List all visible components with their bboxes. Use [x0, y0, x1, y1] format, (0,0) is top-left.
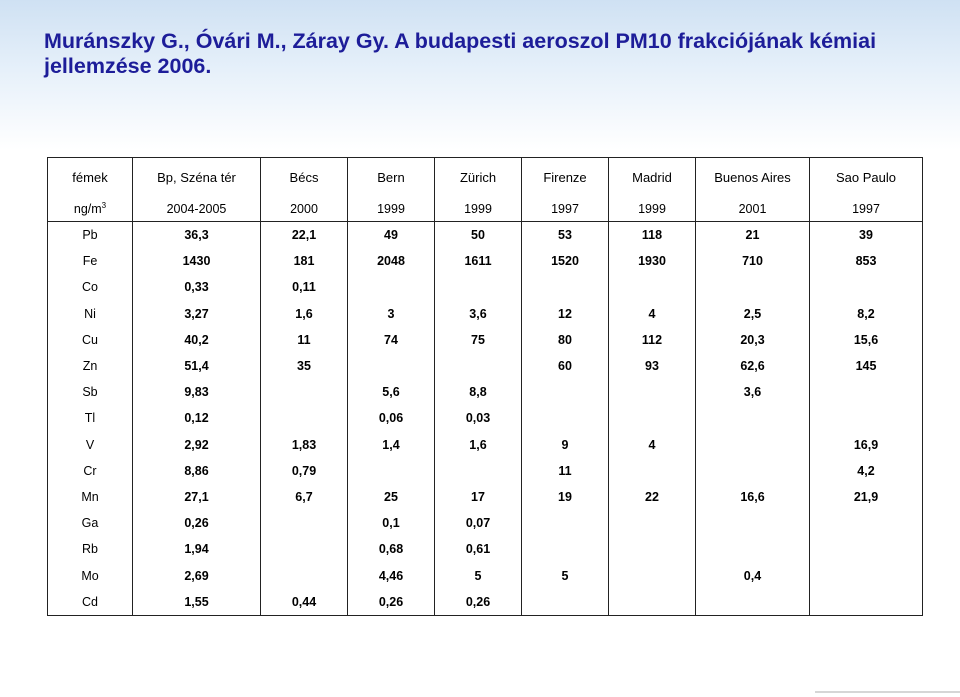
- table-row: [48, 536, 923, 562]
- value-cell: 40,2: [133, 327, 261, 353]
- value-cell: [348, 458, 435, 484]
- page-title: Muránszky G., Óvári M., Záray Gy. A budapesti aeroszol PM10 frakciójának kémiai jellemzése 2006.: [44, 29, 877, 78]
- table-row: [48, 274, 923, 300]
- column-header: Bp, Széna tér: [133, 158, 261, 198]
- metal-name-cell: Pb: [48, 222, 133, 249]
- value-cell: 1,4: [348, 432, 435, 458]
- table-row: [48, 484, 923, 510]
- column-header: Bécs: [261, 158, 348, 198]
- value-cell: 0,1: [348, 510, 435, 536]
- metal-name-cell: Cr: [48, 458, 133, 484]
- value-cell: [522, 405, 609, 431]
- value-cell: 53: [522, 222, 609, 249]
- value-cell: 0,26: [348, 589, 435, 616]
- year-cell: 1997: [522, 197, 609, 222]
- value-cell: 112: [609, 327, 696, 353]
- value-cell: [609, 562, 696, 588]
- column-header: Buenos Aires: [696, 158, 810, 198]
- value-cell: [435, 458, 522, 484]
- metal-name-cell: Rb: [48, 536, 133, 562]
- value-cell: [522, 536, 609, 562]
- year-cell: 1997: [810, 197, 923, 222]
- metal-name-cell: Co: [48, 274, 133, 300]
- table-row: [48, 327, 923, 353]
- value-cell: 60: [522, 353, 609, 379]
- table-row: [48, 589, 923, 616]
- value-cell: 5: [522, 562, 609, 588]
- value-cell: [348, 274, 435, 300]
- value-cell: 50: [435, 222, 522, 249]
- value-cell: 16,6: [696, 484, 810, 510]
- table-row: [48, 458, 923, 484]
- value-cell: 11: [261, 327, 348, 353]
- value-cell: 22: [609, 484, 696, 510]
- table-row: [48, 248, 923, 274]
- value-cell: [609, 589, 696, 616]
- metals-table: [47, 157, 923, 616]
- value-cell: 9,83: [133, 379, 261, 405]
- value-cell: 2,5: [696, 301, 810, 327]
- column-header: Firenze: [522, 158, 609, 198]
- table-row: [48, 379, 923, 405]
- value-cell: [435, 353, 522, 379]
- value-cell: [261, 536, 348, 562]
- value-cell: 4: [609, 301, 696, 327]
- value-cell: 3,6: [696, 379, 810, 405]
- value-cell: [609, 510, 696, 536]
- value-cell: [522, 274, 609, 300]
- value-cell: 145: [855, 359, 877, 374]
- metal-name-cell: Sb: [48, 379, 133, 405]
- value-cell: 3: [348, 301, 435, 327]
- value-cell: [609, 274, 696, 300]
- value-cell: [696, 458, 810, 484]
- table-row: [48, 510, 923, 536]
- value-cell: [696, 536, 810, 562]
- value-cell: [522, 510, 609, 536]
- value-cell: [810, 405, 923, 431]
- value-cell: 12: [522, 301, 609, 327]
- value-cell: 0,12: [133, 405, 261, 431]
- value-cell: 27,1: [133, 484, 261, 510]
- header-row: [48, 158, 923, 198]
- table-row: [48, 353, 923, 379]
- value-cell: 1,6: [435, 432, 522, 458]
- unit-label: ng/m: [73, 202, 102, 216]
- value-cell: 0,26: [133, 510, 261, 536]
- value-cell: 0,4: [696, 562, 810, 588]
- value-cell: 2048: [348, 248, 435, 274]
- table-row: [48, 405, 923, 431]
- table-row: [48, 222, 923, 249]
- value-cell: [609, 458, 696, 484]
- value-cell: 20,3: [696, 327, 810, 353]
- metal-name-cell: Zn: [48, 353, 133, 379]
- column-header: fémek: [48, 158, 133, 198]
- value-cell: 80: [522, 327, 609, 353]
- value-cell: [696, 589, 810, 616]
- metal-name-cell: Cu: [48, 327, 133, 353]
- value-cell: 74: [348, 327, 435, 353]
- value-cell: [696, 432, 810, 458]
- value-cell: [810, 562, 923, 588]
- value-cell: 11: [522, 458, 609, 484]
- value-cell: 1,94: [133, 536, 261, 562]
- value-cell: 75: [435, 327, 522, 353]
- value-cell: 5: [435, 562, 522, 588]
- value-cell: [696, 510, 810, 536]
- value-cell: 19: [522, 484, 609, 510]
- table-row: [48, 562, 923, 588]
- value-cell: 1611: [435, 248, 522, 274]
- value-cell: 181: [261, 248, 348, 274]
- value-cell: 1520: [522, 248, 609, 274]
- year-cell: 1999: [609, 197, 696, 222]
- value-cell: 0,26: [435, 589, 522, 616]
- value-cell: 3,27: [133, 301, 261, 327]
- value-cell: [261, 510, 348, 536]
- year-cell: 2004-2005: [133, 197, 261, 222]
- value-cell: 4,2: [857, 463, 875, 478]
- value-cell: 853: [855, 254, 877, 269]
- value-cell: [810, 536, 923, 562]
- value-cell: 8,8: [435, 379, 522, 405]
- table-body: [48, 158, 923, 616]
- value-cell: [810, 379, 923, 405]
- value-cell: 21: [696, 222, 810, 249]
- value-cell: 2,69: [133, 562, 261, 588]
- value-cell: [261, 562, 348, 588]
- value-cell: 8,2: [857, 306, 875, 321]
- unit-superscript: 3: [101, 200, 107, 210]
- value-cell: 1,83: [261, 432, 348, 458]
- value-cell: 0,03: [435, 405, 522, 431]
- value-cell: [348, 353, 435, 379]
- metal-name-cell: Ni: [48, 301, 133, 327]
- value-cell: 0,44: [261, 589, 348, 616]
- column-header: Zürich: [435, 158, 522, 198]
- metal-name-cell: Fe: [48, 248, 133, 274]
- table-row: [48, 432, 923, 458]
- metal-name-cell: V: [48, 432, 133, 458]
- value-cell: 16,9: [853, 437, 879, 452]
- value-cell: 0,07: [435, 510, 522, 536]
- value-cell: 118: [609, 222, 696, 249]
- value-cell: 49: [348, 222, 435, 249]
- unit-cell: [48, 197, 133, 222]
- value-cell: 0,33: [133, 274, 261, 300]
- value-cell: 17: [435, 484, 522, 510]
- value-cell: [522, 379, 609, 405]
- metal-name-cell: Mn: [48, 484, 133, 510]
- value-cell: [696, 405, 810, 431]
- value-cell: 6,7: [261, 484, 348, 510]
- years-row: [48, 197, 923, 222]
- decorative-line: [815, 691, 960, 693]
- value-cell: 25: [348, 484, 435, 510]
- value-cell: 9: [522, 432, 609, 458]
- value-cell: 1430: [133, 248, 261, 274]
- value-cell: [609, 405, 696, 431]
- value-cell: [810, 589, 923, 616]
- metal-name-cell: Ga: [48, 510, 133, 536]
- value-cell: 62,6: [696, 353, 810, 379]
- metal-name-cell: Mo: [48, 562, 133, 588]
- value-cell: [261, 379, 348, 405]
- value-cell: 0,68: [348, 536, 435, 562]
- year-cell: 2000: [261, 197, 348, 222]
- value-cell: 39: [859, 228, 873, 243]
- value-cell: 3,6: [435, 301, 522, 327]
- year-cell: 1999: [348, 197, 435, 222]
- value-cell: 0,79: [261, 458, 348, 484]
- value-cell: 0,11: [261, 274, 348, 300]
- value-cell: 4: [609, 432, 696, 458]
- table-row: [48, 301, 923, 327]
- column-header: Sao Paulo: [836, 170, 896, 185]
- value-cell: 0,06: [348, 405, 435, 431]
- value-cell: [810, 274, 923, 300]
- value-cell: [435, 274, 522, 300]
- value-cell: 51,4: [133, 353, 261, 379]
- value-cell: 8,86: [133, 458, 261, 484]
- value-cell: [609, 379, 696, 405]
- value-cell: 710: [696, 248, 810, 274]
- value-cell: 1930: [609, 248, 696, 274]
- value-cell: [609, 536, 696, 562]
- value-cell: 36,3: [133, 222, 261, 249]
- metal-name-cell: Tl: [48, 405, 133, 431]
- value-cell: [522, 589, 609, 616]
- value-cell: [810, 510, 923, 536]
- value-cell: 22,1: [261, 222, 348, 249]
- value-cell: 1,6: [261, 301, 348, 327]
- value-cell: 15,6: [853, 332, 879, 347]
- value-cell: 0,61: [435, 536, 522, 562]
- metal-name-cell: Cd: [48, 589, 133, 616]
- value-cell: 35: [261, 353, 348, 379]
- value-cell: 1,55: [133, 589, 261, 616]
- value-cell: 5,6: [348, 379, 435, 405]
- year-cell: 2001: [696, 197, 810, 222]
- value-cell: [696, 274, 810, 300]
- column-header: Madrid: [609, 158, 696, 198]
- value-cell: 93: [609, 353, 696, 379]
- column-header: Bern: [348, 158, 435, 198]
- value-cell: 4,46: [348, 562, 435, 588]
- value-cell: [261, 405, 348, 431]
- value-cell: 2,92: [133, 432, 261, 458]
- value-cell: 21,9: [853, 489, 879, 504]
- year-cell: 1999: [435, 197, 522, 222]
